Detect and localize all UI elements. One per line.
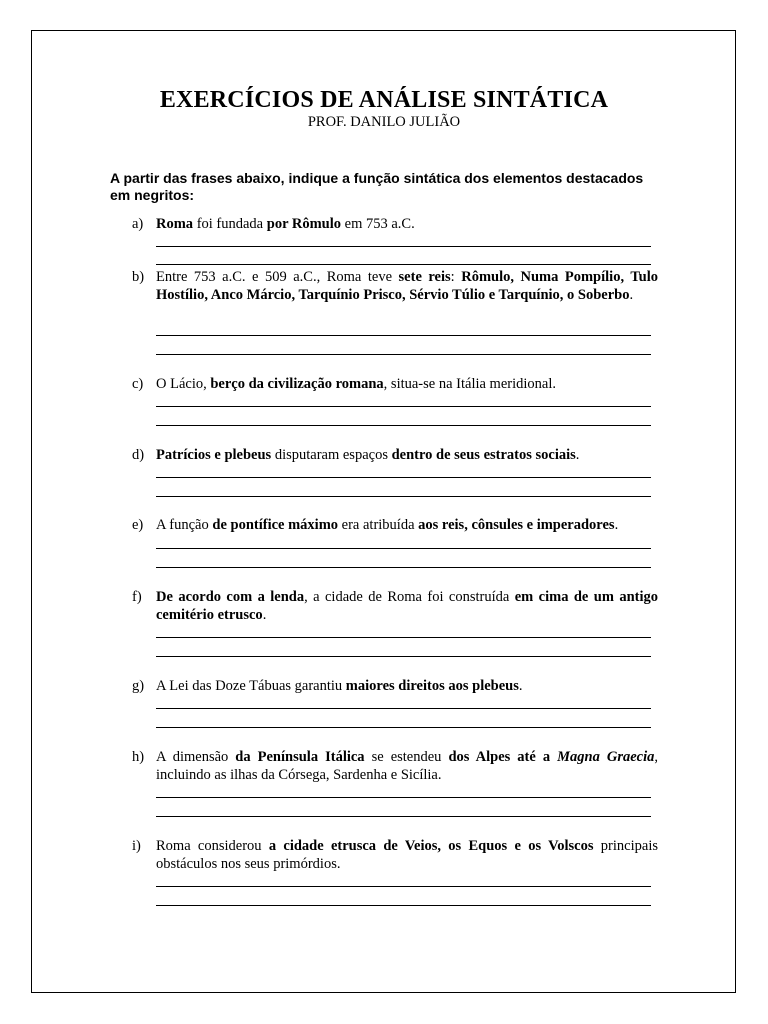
sentence-segment: , situa-se na Itália meridional. xyxy=(383,376,557,392)
exercise-letter: e) xyxy=(132,517,144,533)
instructions: A partir das frases abaixo, indique a função sintática dos elementos destacados em negritos: xyxy=(110,170,644,203)
sentence-segment: Rômulo, Numa Pompílio, Tulo Hostílio, Anco Márcio, Tarquínio Prisco, Sérvio Túlio e Tarquínio, o Soberbo xyxy=(156,269,659,303)
exercise-text xyxy=(156,588,658,624)
sentence-segment: era atribuída xyxy=(338,517,419,533)
exercise-text xyxy=(156,677,658,695)
sentence-segment: se estendeu xyxy=(364,749,449,765)
exercise-letter: h) xyxy=(132,749,145,765)
answer-line[interactable] xyxy=(156,477,651,478)
answer-line[interactable] xyxy=(156,727,651,728)
sentence-segment: Roma xyxy=(156,216,194,232)
sentence-segment: Patrícios e plebeus xyxy=(156,447,272,463)
sentence-segment: Magna Graecia xyxy=(557,749,655,765)
exercise-text xyxy=(156,837,658,873)
sentence-segment: A Lei das Doze Tábuas garantiu xyxy=(156,678,346,694)
exercise-letter: d) xyxy=(132,447,145,463)
exercise-text xyxy=(156,516,658,534)
exercise-text xyxy=(156,748,658,784)
sentence-segment: . xyxy=(614,517,619,533)
exercise-text xyxy=(156,268,658,304)
exercise-letter: c) xyxy=(132,376,144,392)
exercise-letter: a) xyxy=(132,216,144,232)
exercise-letter: g) xyxy=(132,678,145,694)
exercise-text xyxy=(156,375,658,393)
answer-line[interactable] xyxy=(156,425,651,426)
sentence-segment: . xyxy=(518,678,523,694)
sentence-segment: Entre 753 a.C. e 509 a.C., Roma teve xyxy=(156,269,399,285)
answer-line[interactable] xyxy=(156,708,651,709)
sentence-segment: em 753 a.C. xyxy=(341,216,415,232)
sentence-segment: a cidade etrusca de Veios, os Equos e os Volscos xyxy=(268,838,594,854)
sentence-segment: : xyxy=(450,269,462,285)
sentence-segment: dentro de seus estratos sociais xyxy=(391,447,576,463)
exercise-text xyxy=(156,446,658,464)
sentence-segment: . xyxy=(575,447,580,463)
sentence-segment: berço da civilização romana xyxy=(210,376,384,392)
sentence-segment: foi fundada xyxy=(193,216,267,232)
exercise-letter: i) xyxy=(132,838,141,854)
sentence-segment: Roma considerou xyxy=(156,838,269,854)
answer-line[interactable] xyxy=(156,886,651,887)
document-author: PROF. DANILO JULIÃO xyxy=(307,114,461,130)
sentence-segment: . xyxy=(629,287,634,303)
sentence-segment: . xyxy=(262,607,267,623)
sentence-segment: O Lácio, xyxy=(156,376,211,392)
answer-line[interactable] xyxy=(156,264,651,265)
answer-line[interactable] xyxy=(156,496,651,497)
answer-line[interactable] xyxy=(156,335,651,336)
answer-line[interactable] xyxy=(156,567,651,568)
sentence-segment: dos Alpes até a xyxy=(448,749,558,765)
sentence-segment: A função xyxy=(156,517,213,533)
document-title: EXERCÍCIOS DE ANÁLISE SINTÁTICA xyxy=(159,87,609,113)
answer-line[interactable] xyxy=(156,656,651,657)
sentence-segment: principais obstáculos nos seus primórdios. xyxy=(156,838,658,872)
answer-line[interactable] xyxy=(156,637,651,638)
sentence-segment: , a cidade de Roma foi construída xyxy=(304,589,515,605)
sentence-segment: maiores direitos aos plebeus xyxy=(345,678,519,694)
answer-line[interactable] xyxy=(156,797,651,798)
sentence-segment: A dimensão xyxy=(156,749,236,765)
sentence-segment: da Península Itálica xyxy=(235,749,365,765)
answer-line[interactable] xyxy=(156,816,651,817)
answer-line[interactable] xyxy=(156,905,651,906)
answer-line[interactable] xyxy=(156,246,651,247)
exercise-text xyxy=(156,215,658,233)
sentence-segment: sete reis xyxy=(398,269,451,285)
answer-line[interactable] xyxy=(156,548,651,549)
exercise-letter: f) xyxy=(132,589,142,605)
answer-line[interactable] xyxy=(156,354,651,355)
sentence-segment: por Rômulo xyxy=(266,216,342,232)
exercise-letter: b) xyxy=(132,269,145,285)
sentence-segment: em cima de um antigo cemitério etrusco xyxy=(156,589,659,623)
sentence-segment: aos reis, cônsules e imperadores xyxy=(418,517,615,533)
sentence-segment: De acordo com a lenda xyxy=(156,589,305,605)
answer-line[interactable] xyxy=(156,406,651,407)
sentence-segment: disputaram espaços xyxy=(271,447,392,463)
sentence-segment: de pontífice máximo xyxy=(212,517,339,533)
sentence-segment: , incluindo as ilhas da Córsega, Sardenha e Sicília. xyxy=(156,749,658,783)
